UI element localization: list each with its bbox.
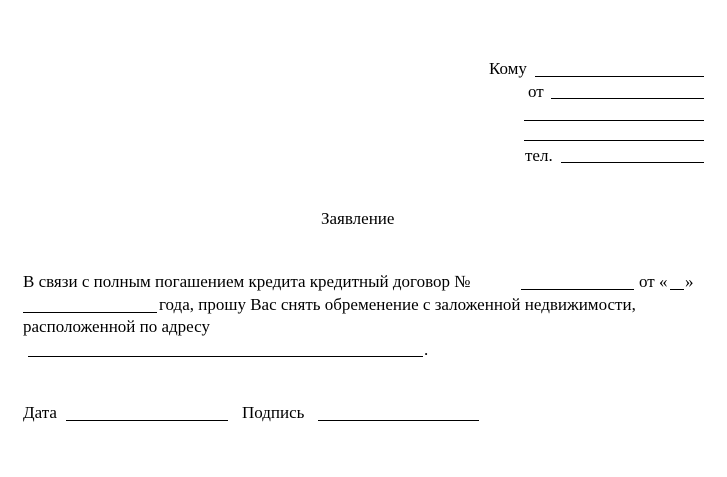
body-line-4-end: .	[424, 340, 429, 359]
date-field[interactable]	[66, 420, 228, 421]
signature-label: Подпись	[242, 403, 305, 422]
body-line-1-close: »	[685, 272, 694, 291]
from-label: от	[528, 82, 544, 101]
from-field-line-3[interactable]	[524, 140, 704, 141]
from-field[interactable]	[551, 98, 704, 99]
document-title: Заявление	[321, 209, 395, 228]
to-field[interactable]	[535, 76, 704, 77]
signature-field[interactable]	[318, 420, 479, 421]
property-address-field[interactable]	[28, 356, 423, 357]
contract-number-field[interactable]	[521, 289, 634, 290]
phone-field[interactable]	[561, 162, 704, 163]
body-line-2-text: года, прошу Вас снять обременение с заложенной недвижимости,	[159, 295, 636, 314]
date-label: Дата	[23, 403, 57, 422]
from-field-line-2[interactable]	[524, 120, 704, 121]
body-line-1-text: В связи с полным погашением кредита кредитный договор №	[23, 272, 471, 291]
contract-date-field[interactable]	[23, 312, 157, 313]
body-line-3-text: расположенной по адресу	[23, 317, 210, 336]
body-line-1-from: от «	[639, 272, 668, 291]
to-label: Кому	[489, 59, 527, 78]
phone-label: тел.	[525, 146, 553, 165]
contract-day-field[interactable]	[670, 289, 684, 290]
